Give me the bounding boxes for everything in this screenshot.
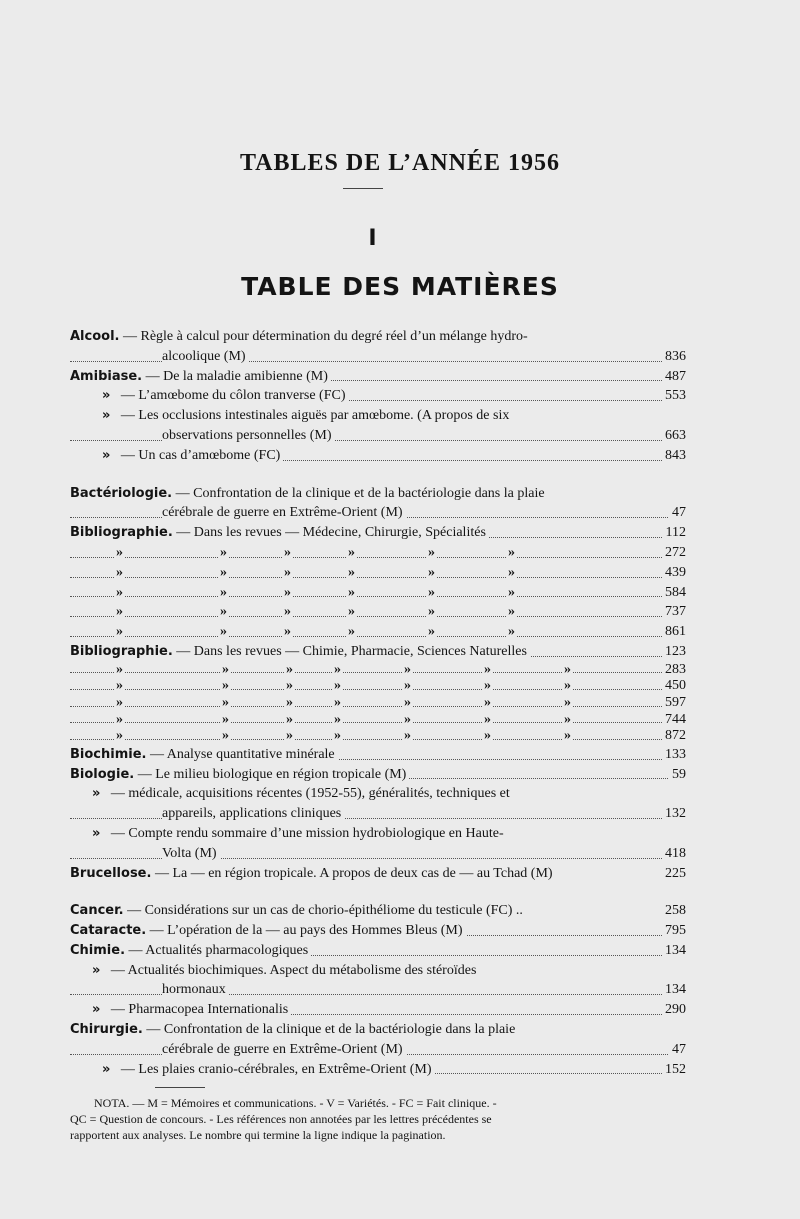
- entry-text-wrap: [70, 525, 489, 540]
- page-number: 418: [662, 844, 686, 864]
- entry-line: [70, 824, 686, 844]
- entry-line: [70, 864, 686, 884]
- entry-line: [70, 961, 686, 981]
- toc-entry: [70, 367, 686, 387]
- page-number: 152: [662, 1060, 686, 1080]
- ditto-mark: »: [404, 711, 411, 727]
- page-number: 47: [669, 503, 686, 523]
- ditto-mark: »: [334, 711, 341, 727]
- dot-leader: [70, 557, 686, 558]
- page-number: 59: [669, 765, 686, 785]
- entry-line: [70, 1000, 686, 1020]
- entry-line: [70, 901, 686, 921]
- entry-line: [70, 484, 686, 504]
- entry-text: — Analyse quantitative minérale: [149, 746, 335, 762]
- main-title: TABLES DE L’ANNÉE 1956: [239, 150, 561, 176]
- toc-entry: [70, 1020, 686, 1060]
- toc-entry: [70, 745, 686, 765]
- ditto-mark: »: [426, 563, 437, 583]
- entry-line: [70, 921, 686, 941]
- page-number: 843: [662, 446, 686, 466]
- entry-text: — Règle à calcul pour détermination du degré réel d’un mélange hydro-: [122, 329, 528, 344]
- page-number: 487: [662, 367, 686, 387]
- page-number: 225: [662, 864, 686, 884]
- ditto-mark: »: [564, 661, 571, 677]
- ditto-mark: »: [506, 622, 517, 642]
- page-number: 290: [662, 1000, 686, 1020]
- entry-line: [70, 844, 686, 864]
- toc-entry: [70, 1060, 686, 1080]
- dot-leader: [70, 577, 686, 578]
- dot-leader: [70, 689, 686, 690]
- entry-text: — médicale, acquisitions récentes (1952-55), généralités, techniques et: [110, 786, 510, 802]
- entry-text-wrap: [70, 448, 283, 463]
- entry-text: observations personnelles (M): [162, 427, 332, 443]
- entry-line: [70, 406, 686, 426]
- toc-entry: [70, 864, 686, 884]
- dot-leader: [70, 672, 686, 673]
- entry-text: — Pharmacopea Internationalis: [110, 1002, 289, 1018]
- entry-text: — La — en région tropicale. A propos de deux cas de — au Tchad (M): [154, 865, 553, 881]
- entry-text-wrap: [70, 923, 466, 938]
- page-number: 737: [662, 602, 686, 622]
- ditto-mark: »: [484, 728, 491, 744]
- toc-entry: [70, 523, 686, 543]
- ditto-mark: »: [286, 678, 293, 694]
- ditto-row: [70, 563, 686, 583]
- entry-text-wrap: [70, 1002, 291, 1017]
- ditto-mark: »: [346, 543, 357, 563]
- table-of-contents: [70, 327, 686, 1079]
- ditto-mark: »: [346, 583, 357, 603]
- ditto-mark: »: [484, 661, 491, 677]
- ditto-mark: »: [404, 661, 411, 677]
- entry-text: — Un cas d’amœbome (FC): [120, 447, 281, 463]
- ditto-mark: »: [286, 694, 293, 710]
- entry-text-wrap: [70, 329, 531, 344]
- toc-entry: [70, 386, 686, 406]
- entry-text: — Dans les revues — Chimie, Pharmacie, Sciences Naturelles: [176, 643, 527, 659]
- page-number: 112: [663, 523, 686, 543]
- toc-entry: [70, 642, 686, 662]
- ditto-mark: »: [346, 602, 357, 622]
- ditto-mark: »: [426, 543, 437, 563]
- ditto-mark: »: [116, 678, 123, 694]
- footnote-line: rapportent aux analyses. Le nombre qui termine la ligne indique la pagination.: [70, 1128, 446, 1142]
- entry-text-wrap: [70, 1022, 518, 1037]
- entry-text-wrap: [70, 786, 513, 801]
- ditto-mark: »: [564, 711, 571, 727]
- entry-line: [70, 503, 686, 523]
- entry-line: [70, 327, 686, 347]
- dot-leader: [70, 636, 686, 637]
- entry-text-wrap: [70, 1062, 434, 1077]
- page-number: 123: [662, 642, 686, 662]
- ditto-mark: »: [404, 678, 411, 694]
- entry-line: [70, 941, 686, 961]
- section-gap: [70, 466, 686, 484]
- ditto-row: [70, 695, 686, 712]
- page-number: 439: [662, 563, 686, 583]
- ditto-mark: »: [426, 583, 437, 603]
- entry-text: — Dans les revues — Médecine, Chirurgie, Spécialités: [176, 525, 486, 541]
- note-rule: [155, 1087, 205, 1088]
- entry-keyword: Bibliographie.: [70, 525, 173, 541]
- entry-text: alcoolique (M): [162, 348, 246, 364]
- entry-text: cérébrale de guerre en Extrême-Orient (M): [162, 1041, 403, 1057]
- section-title: TABLE DES MATIÈRES: [241, 272, 559, 301]
- ditto-row: [70, 622, 686, 642]
- page-number: 795: [662, 921, 686, 941]
- entry-line: [70, 745, 686, 765]
- entry-keyword: Alcool.: [70, 329, 120, 344]
- entry-text: hormonaux: [162, 982, 226, 998]
- ditto-mark: »: [506, 602, 517, 622]
- page-number: 283: [662, 662, 686, 679]
- ditto-row: [70, 678, 686, 695]
- entry-keyword: »: [92, 962, 101, 978]
- entry-text: — Confrontation de la clinique et de la bactériologie dans la plaie: [146, 1022, 516, 1038]
- ditto-mark: »: [426, 602, 437, 622]
- ditto-mark: »: [334, 661, 341, 677]
- entry-keyword: »: [92, 786, 101, 802]
- entry-line: [70, 386, 686, 406]
- page-number: 134: [662, 941, 686, 961]
- entry-line: [70, 347, 686, 367]
- footnote-line: NOTA. — M = Mémoires et communications. - V = Variétés. - FC = Fait clinique. -: [94, 1096, 497, 1110]
- page-number: 450: [662, 678, 686, 695]
- entry-text-wrap: [70, 963, 479, 978]
- ditto-mark: »: [334, 728, 341, 744]
- dot-leader: [70, 616, 686, 617]
- entry-keyword: Biologie.: [70, 766, 135, 782]
- ditto-mark: »: [426, 622, 437, 642]
- entry-line: [70, 523, 686, 543]
- entry-line: [70, 367, 686, 387]
- entry-text: — Les plaies cranio-cérébrales, en Extrême-Orient (M): [120, 1061, 432, 1077]
- entry-line: [70, 804, 686, 824]
- dot-leader: [70, 722, 686, 723]
- ditto-row: [70, 712, 686, 729]
- entry-line: [70, 446, 686, 466]
- entry-keyword: Brucellose.: [70, 865, 152, 881]
- entry-line: [70, 426, 686, 446]
- entry-text-wrap: [70, 644, 530, 659]
- ditto-mark: »: [564, 694, 571, 710]
- title-rule: [343, 188, 383, 189]
- entry-keyword: »: [92, 1002, 101, 1018]
- ditto-mark: »: [116, 661, 123, 677]
- ditto-mark: »: [282, 543, 293, 563]
- entry-text: appareils, applications cliniques: [162, 806, 342, 822]
- entry-keyword: Bactériologie.: [70, 485, 173, 501]
- ditto-mark: »: [218, 543, 229, 563]
- ditto-mark: »: [404, 694, 411, 710]
- entry-keyword: Cataracte.: [70, 923, 147, 939]
- page-number: 836: [662, 347, 686, 367]
- page-number: 132: [662, 804, 686, 824]
- entry-text-wrap: [162, 1042, 406, 1057]
- entry-text: — Actualités pharmacologiques: [128, 942, 309, 958]
- ditto-mark: »: [286, 661, 293, 677]
- entry-text: — Actualités biochimiques. Aspect du métabolisme des stéroïdes: [110, 962, 477, 978]
- ditto-mark: »: [222, 711, 229, 727]
- page-number: 272: [662, 543, 686, 563]
- toc-entry: [70, 901, 686, 921]
- ditto-mark: »: [564, 728, 571, 744]
- page-number: 861: [662, 622, 686, 642]
- entry-text-wrap: [70, 408, 512, 423]
- ditto-mark: »: [286, 728, 293, 744]
- entry-text-wrap: [70, 866, 556, 881]
- entry-line: [70, 765, 686, 785]
- page-number: 553: [662, 386, 686, 406]
- ditto-mark: »: [114, 602, 125, 622]
- toc-entry: [70, 824, 686, 864]
- ditto-mark: »: [222, 694, 229, 710]
- entry-keyword: Biochimie.: [70, 746, 147, 762]
- ditto-mark: »: [506, 583, 517, 603]
- entry-keyword: Chimie.: [70, 942, 126, 958]
- toc-entry: [70, 446, 686, 466]
- entry-text: — De la maladie amibienne (M): [145, 368, 328, 384]
- ditto-mark: »: [218, 563, 229, 583]
- ditto-mark: »: [116, 728, 123, 744]
- entry-text-wrap: [70, 767, 409, 782]
- toc-entry: [70, 941, 686, 961]
- ditto-mark: »: [506, 543, 517, 563]
- toc-entry: [70, 784, 686, 824]
- entry-text: — Compte rendu sommaire d’une mission hydrobiologique en Haute-: [110, 825, 504, 841]
- entry-text: — Les occlusions intestinales aiguës par amœbome. (A propos de six: [120, 408, 510, 424]
- entry-line: [70, 980, 686, 1000]
- entry-text: — Considérations sur un cas de chorio-épithéliome du testicule (FC) ..: [127, 903, 523, 919]
- ditto-mark: »: [114, 622, 125, 642]
- entry-text-wrap: [162, 349, 249, 364]
- entry-text-wrap: [162, 846, 220, 861]
- ditto-mark: »: [484, 678, 491, 694]
- ditto-mark: »: [116, 694, 123, 710]
- ditto-mark: »: [218, 583, 229, 603]
- entry-keyword: »: [102, 388, 111, 404]
- ditto-row: [70, 728, 686, 745]
- ditto-mark: »: [286, 711, 293, 727]
- ditto-row: [70, 662, 686, 679]
- entry-text-wrap: [70, 747, 338, 762]
- dot-leader: [70, 596, 686, 597]
- entry-text-wrap: [162, 505, 406, 520]
- entry-line: [70, 1020, 686, 1040]
- entry-text-wrap: [162, 806, 344, 821]
- page-number: 584: [662, 583, 686, 603]
- entry-text: — Confrontation de la clinique et de la bactériologie dans la plaie: [175, 485, 545, 501]
- page-number: 872: [662, 728, 686, 745]
- ditto-mark: »: [222, 661, 229, 677]
- ditto-row: [70, 602, 686, 622]
- ditto-mark: »: [282, 563, 293, 583]
- ditto-mark: »: [334, 678, 341, 694]
- ditto-mark: »: [114, 543, 125, 563]
- entry-text-wrap: [70, 486, 548, 501]
- toc-entry: [70, 765, 686, 785]
- ditto-mark: »: [346, 622, 357, 642]
- page-number: 134: [662, 980, 686, 1000]
- entry-keyword: »: [92, 825, 101, 841]
- entry-text-wrap: [70, 943, 311, 958]
- ditto-mark: »: [114, 583, 125, 603]
- entry-keyword: Cancer.: [70, 903, 124, 919]
- entry-keyword: »: [102, 1061, 111, 1077]
- dot-leader: [70, 739, 686, 740]
- toc-entry: [70, 921, 686, 941]
- entry-line: [70, 642, 686, 662]
- page-number: 663: [662, 426, 686, 446]
- entry-keyword: Chirurgie.: [70, 1022, 143, 1038]
- ditto-row: [70, 543, 686, 563]
- ditto-mark: »: [116, 711, 123, 727]
- entry-text: — L’opération de la — au pays des Hommes Bleus (M): [149, 923, 463, 939]
- entry-keyword: »: [102, 447, 111, 463]
- toc-entry: [70, 327, 686, 367]
- entry-text: Volta (M): [162, 845, 217, 861]
- entry-line: [70, 1060, 686, 1080]
- ditto-mark: »: [346, 563, 357, 583]
- page-number: 744: [662, 712, 686, 729]
- section-gap: [70, 883, 686, 901]
- entry-line: [70, 784, 686, 804]
- page-number: 133: [662, 745, 686, 765]
- entry-text-wrap: [70, 388, 349, 403]
- entry-keyword: »: [102, 408, 111, 424]
- entry-keyword: Amibiase.: [70, 368, 143, 384]
- toc-entry: [70, 961, 686, 1001]
- ditto-mark: »: [222, 728, 229, 744]
- footnote-line: QC = Question de concours. - Les références non annotées par les lettres précédentes se: [70, 1112, 492, 1126]
- ditto-mark: »: [404, 728, 411, 744]
- entry-text-wrap: [70, 826, 507, 841]
- toc-entry: [70, 406, 686, 446]
- ditto-mark: »: [282, 583, 293, 603]
- entry-text: cérébrale de guerre en Extrême-Orient (M): [162, 505, 403, 521]
- entry-text-wrap: [162, 982, 229, 997]
- ditto-mark: »: [506, 563, 517, 583]
- entry-text-wrap: [70, 903, 526, 918]
- ditto-mark: »: [222, 678, 229, 694]
- page-number: 258: [662, 901, 686, 921]
- ditto-mark: »: [282, 622, 293, 642]
- footnote: [70, 1095, 686, 1143]
- entry-text: — Le milieu biologique en région tropicale (M): [137, 766, 407, 782]
- toc-entry: [70, 484, 686, 524]
- ditto-mark: »: [484, 694, 491, 710]
- ditto-mark: »: [282, 602, 293, 622]
- toc-entry: [70, 1000, 686, 1020]
- entry-text-wrap: [162, 428, 335, 443]
- dot-leader: [70, 706, 686, 707]
- entry-keyword: Bibliographie.: [70, 643, 173, 659]
- page-number: 47: [669, 1040, 686, 1060]
- entry-text-wrap: [70, 369, 331, 384]
- ditto-mark: »: [218, 622, 229, 642]
- ditto-mark: »: [334, 694, 341, 710]
- ditto-mark: »: [484, 711, 491, 727]
- page-number: 597: [662, 695, 686, 712]
- ditto-row: [70, 583, 686, 603]
- section-number: I: [368, 226, 377, 251]
- ditto-mark: »: [114, 563, 125, 583]
- ditto-mark: »: [564, 678, 571, 694]
- ditto-mark: »: [218, 602, 229, 622]
- entry-text: — L’amœbome du côlon tranverse (FC): [120, 388, 346, 404]
- entry-line: [70, 1040, 686, 1060]
